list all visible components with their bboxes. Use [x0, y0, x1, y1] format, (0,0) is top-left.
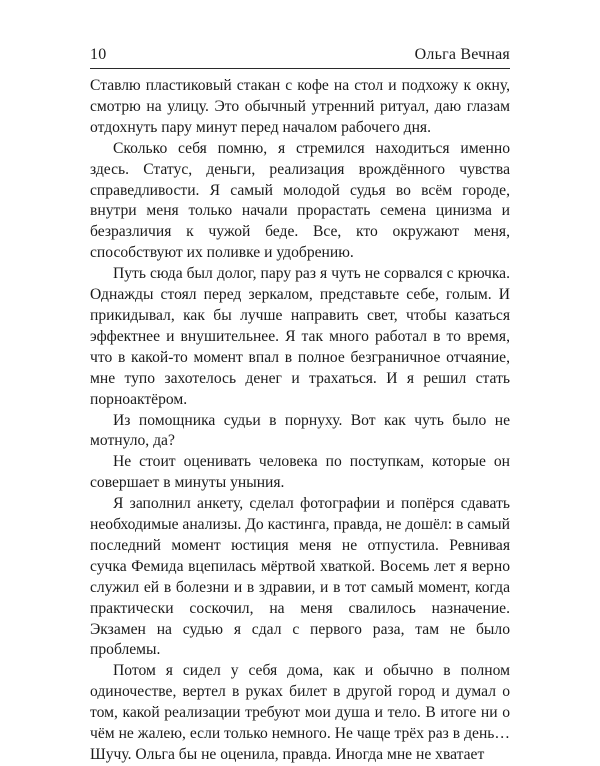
paragraph: Ставлю пластиковый стакан с кофе на стол и подхожу к окну, смотрю на улицу. Это обычный утренний ритуал, даю глазам отдохнуть пару минут перед началом рабочего дня. [90, 77, 510, 136]
running-head [90, 40, 510, 64]
paragraph: Не стоит оценивать человека по поступкам, которые он совершает в минуты уныния. [90, 453, 510, 492]
author-name: Ольга Вечная [414, 46, 510, 63]
paragraph: Я заполнил анкету, сделал фотографии и попёрся сдавать необходимые анализы. До кастинга, правда, не дошёл: в самый последний момент юстиция меня не отпустила. Ревнивая сучка Фемида вцепилась мёртвой хваткой. Восемь лет я верно служил ей в болезни и в здравии, и в тот самый момент, когда практически соскочил, на меня свалилось назначение. Экзамен на судью я сдал с первого раза, там не было проблемы. [90, 495, 510, 659]
page-number: 10 [90, 46, 107, 63]
paragraph: Путь сюда был долог, пару раз я чуть не сорвался с крючка. Однажды стоял перед зеркалом, представьте себе, голым. И прикидывал, как бы лучше направить свет, чтобы казаться эффектнее и внушительнее. Я так много работал в то время, что в какой-то момент впал в полное безграничное отчаяние, мне тупо захотелось денег и трахаться. И я решил стать порноактёром. [90, 265, 510, 408]
paragraph: Сколько себя помню, я стремился находиться именно здесь. Статус, деньги, реализация врождённого чувства справедливости. Я самый молодой судья во всём городе, внутри меня только начали прорастать семена цинизма и безразличия к чужой беде. Все, кто окружают меня, способствуют их поливке и удобрению. [90, 139, 510, 262]
header-rule [90, 68, 510, 69]
paragraph: Потом я сидел у себя дома, как и обычно в полном одиночестве, вертел в руках билет в другой город и думал о том, какой реализации требуют мои душа и тело. В итоге ни о чём не жалею, если только немного. Не чаще трёх раз в день… Шучу. Ольга бы не оценила, правда. Иногда мне не хватает [90, 662, 510, 763]
paragraph: Из помощника судьи в порнуху. Вот как чуть было не мотнуло, да? [90, 411, 510, 450]
body-text [90, 76, 510, 766]
